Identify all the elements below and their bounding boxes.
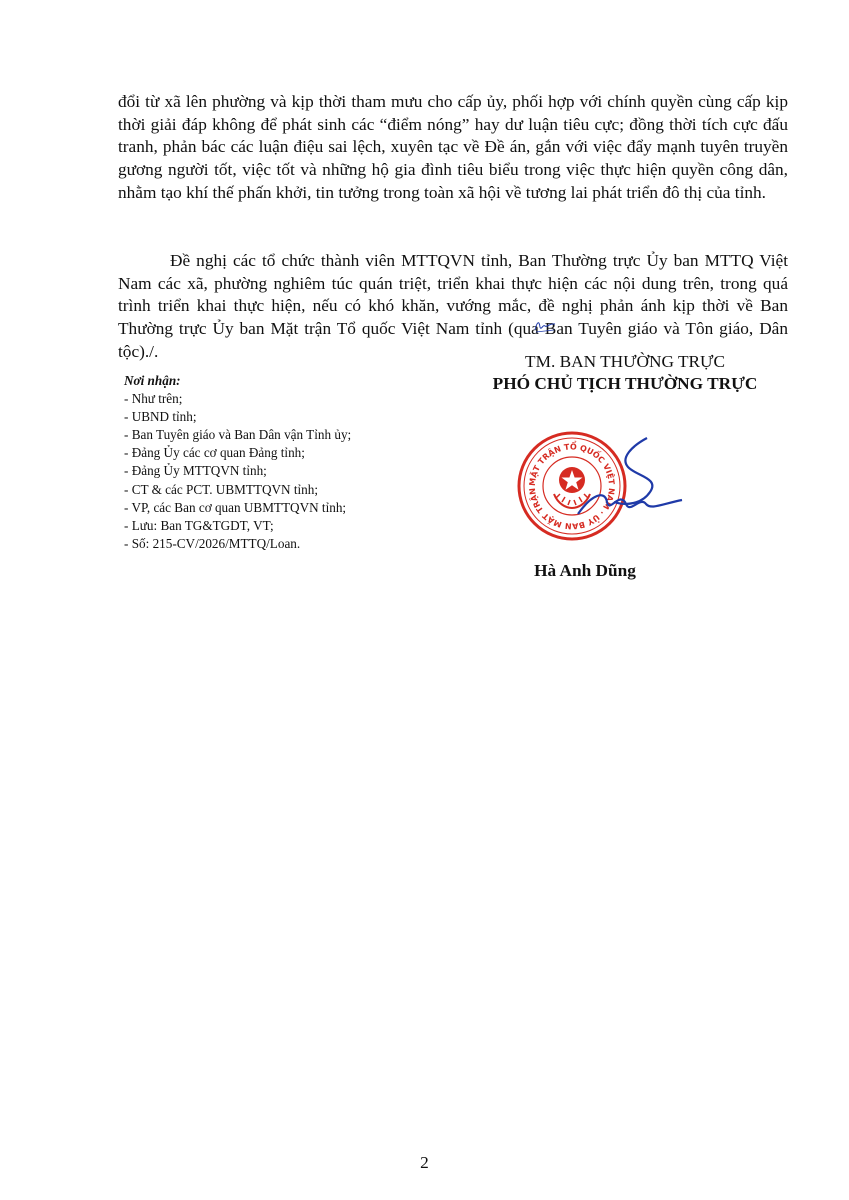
initials-mark [533,318,557,334]
recipients-list [124,390,444,553]
seal-text: MẶT TRẬN TỔ QUỐC VIỆT NAM · ỦY BAN MẶT TRẬN [527,442,617,531]
signer-name: Hà Anh Dũng [534,561,636,580]
page-number: 2 [420,1153,429,1172]
recipients-title: Nơi nhận: [124,373,181,388]
recipient-item: - Ban Tuyên giáo và Ban Dân vận Tỉnh ủy; [124,427,352,443]
recipient-item: - VP, các Ban cơ quan UBMTTQVN tỉnh; [124,499,347,515]
recipient-item: - UBND tỉnh; [124,409,197,425]
recipient-item: - Số: 215-CV/2026/MTTQ/Loan. [124,535,301,551]
recipient-item: - Đảng Ủy MTTQVN tỉnh; [124,463,267,479]
signature-title-block [460,351,790,395]
recipient-item: - Đảng Ủy các cơ quan Đảng tỉnh; [124,445,305,461]
recipient-item: - Như trên; [124,391,183,407]
recipient-item: - Lưu: Ban TG&TGDT, VT; [124,517,274,533]
official-seal-icon [510,424,690,564]
recipient-item: - CT & các PCT. UBMTTQVN tỉnh; [124,481,319,497]
signature-title-line2: PHÓ CHỦ TỊCH THƯỜNG TRỰC [492,374,758,393]
seal-and-signature [510,424,690,564]
recipients-block [124,372,444,553]
body-paragraph-2: Đề nghị các tổ chức thành viên MTTQVN tỉnh, Ban Thường trực Ủy ban MTTQ Việt Nam các xã, phường nghiêm túc quán triệt, triển khai thực hiện các nội dung trên, trong quá trình triển khai thực hiện, nếu có khó khăn, vướng mắc, đề nghị phản ánh kịp thời về Ban Thường trực Ủy ban Mặt trận Tổ quốc Việt Nam tỉnh (qua Ban Tuyên giáo và Tôn giáo, Dân tộc)./. [118,251,788,361]
body-paragraph-1: đổi từ xã lên phường và kịp thời tham mưu cho cấp ủy, phối hợp với chính quyền cùng cấp kịp thời giải đáp không để phát sinh các “điểm nóng” hay dư luận tiêu cực; đồng thời tích cực đấu tranh, phản bác các luận điệu sai lệch, xuyên tạc về Đề án, gắn với việc đẩy mạnh tuyên truyền gương người tốt, việc tốt và những hộ gia đình tiêu biểu trong việc thực hiện quyền công dân, nhằm tạo khí thế phấn khởi, tin tưởng trong toàn xã hội về tương lai phát triển đô thị của tỉnh. [118,92,788,202]
signature-title-line1: TM. BAN THƯỜNG TRỰC [525,352,725,371]
